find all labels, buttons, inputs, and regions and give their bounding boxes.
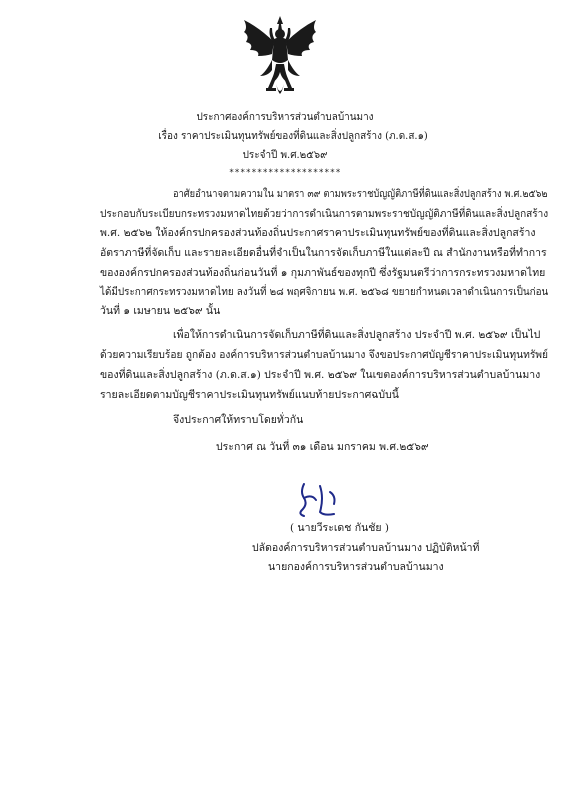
announcement-subject: เรื่อง ราคาประเมินทุนทรัพย์ของที่ดินและสิ่งปลูกสร้าง (ภ.ด.ส.๑): [158, 130, 428, 142]
signatory-title: ปลัดองค์การบริหารส่วนตำบลบ้านมาง ปฏิบัติหน้าที่: [252, 542, 480, 554]
paragraph-2-line: ด้วยความเรียบร้อย ถูกต้อง องค์การบริหารส่วนตำบลบ้านมาง จึงขอประกาศบัญชีราคาประเมินทุนทรัพย์: [100, 349, 549, 361]
paragraph-1-line: ได้มีประกาศกระทรวงมหาดไทย ลงวันที่ ๒๘ พฤศจิกายน พ.ศ. ๒๕๖๘ ขยายกำหนดเวลาดำเนินการเป็นก่อน: [100, 286, 549, 298]
paragraph-1-line: อาศัยอำนาจตามความใน มาตรา ๓๙ ตามพระราชบัญญัติภาษีที่ดินและสิ่งปลูกสร้าง พ.ศ.๒๕๖๒: [173, 188, 548, 200]
fiscal-year: ประจำปี พ.ศ.๒๕๖๙: [242, 149, 328, 161]
signatory-name: ( นายวีระเดช กันชัย ): [290, 522, 389, 534]
paragraph-1-line: วันที่ ๑ เมษายน ๒๕๖๙ นั้น: [100, 305, 221, 317]
paragraph-1-line: ขององค์กรปกครองส่วนท้องถิ่นก่อนวันที่ ๑ กุมภาพันธ์ของทุกปี ซึ่งรัฐมนตรีว่าการกระทรวงมหาดไทย: [100, 267, 546, 279]
handwritten-signature-icon: [290, 478, 354, 522]
signatory-position: นายกองค์การบริหารส่วนตำบลบ้านมาง: [268, 561, 444, 573]
paragraph-1-line: ประกอบกับระเบียบกระทรวงมหาดไทยด้วยว่าการดำเนินการตามพระราชบัญญัติภาษีที่ดินและสิ่งปลูกสร้าง: [100, 208, 549, 220]
paragraph-2-line: ของที่ดินและสิ่งปลูกสร้าง (ภ.ด.ส.๑) ประจำปี พ.ศ. ๒๕๖๙ ในเขตองค์การบริหารส่วนตำบลบ้านมาง: [100, 369, 541, 381]
announcement-date: ประกาศ ณ วันที่ ๓๑ เดือน มกราคม พ.ศ.๒๕๖๙: [216, 441, 429, 453]
separator-stars: ********************: [228, 168, 342, 178]
paragraph-2-line: เพื่อให้การดำเนินการจัดเก็บภาษีที่ดินและสิ่งปลูกสร้าง ประจำปี พ.ศ. ๒๕๖๙ เป็นไป: [173, 329, 541, 341]
paragraph-2-line: รายละเอียดตามบัญชีราคาประเมินทุนทรัพย์แนบท้ายประกาศฉบับนี้: [100, 389, 399, 401]
closing-statement: จึงประกาศให้ทราบโดยทั่วกัน: [173, 414, 304, 426]
announcement-title: ประกาศองค์การบริหารส่วนตำบลบ้านมาง: [196, 111, 374, 123]
paragraph-1-line: พ.ศ. ๒๕๖๒ ให้องค์กรปกครองส่วนท้องถิ่นประกาศราคาประเมินทุนทรัพย์ของที่ดินและสิ่งปลูกสร้าง: [100, 227, 536, 239]
paragraph-1-line: อัตราภาษีที่จัดเก็บ และรายละเอียดอื่นที่จำเป็นในการจัดเก็บภาษีในแต่ละปี ณ สำนักงานหรือที่ทำการ: [100, 247, 547, 259]
garuda-emblem-icon: [238, 14, 322, 100]
